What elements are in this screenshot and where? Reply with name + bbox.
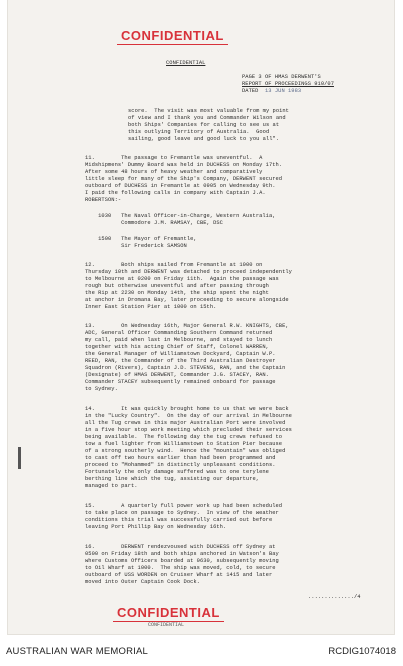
paragraph-14-line: of a strong southerly wind. Hence the "mountain" was obliged [85, 448, 286, 454]
paragraph-11-line: 11. The passage to Fremantle was uneventful. A [85, 155, 263, 161]
confidential-subline: CONFIDENTIAL [148, 622, 185, 628]
paragraph-16-line: 16. DERWENT rendezvoused with DUCHESS off Sydney at [85, 544, 276, 550]
paragraph-14-line: tow a fuel lighter from Williamstown to Station Pier because [85, 441, 283, 447]
call-list-line: 1030 The Naval Officer-in-Charge, Western Australia, [85, 213, 276, 219]
dated-label: DATED [242, 88, 259, 94]
paragraph-14-line: in the "Lucky Country". On the day of our arrival in Melbourne [85, 413, 292, 419]
paragraph-12-line: Inner East Station Pier at 1000 on 15th. [85, 304, 217, 310]
paragraph-14-line: berthing line which the tug, assisting our departure, [85, 476, 260, 482]
page-reference-line-2: REPORT OF PROCEEDINGS 910/07 [242, 81, 334, 87]
paragraph-12-line: the Rip at 2230 on Monday 14th, the ship spent the night [85, 290, 269, 296]
paragraph-14-line: being available. The following day the tug crews refused to [85, 434, 283, 440]
paragraph-14-line: proceed to "Mohammed" in distinctly unpleasant conditions. [85, 462, 276, 468]
paragraph-14-line: in a five hour stop work meeting which precluded their services [85, 427, 292, 433]
paragraph-12-line: to Melbourne at 0200 on Friday 11th. Again the passage was [85, 276, 279, 282]
paragraph-13-line: the General Manager of Williamstown Dockyard, Captain W.P. [85, 351, 276, 357]
paragraph-13-line: my call, paid when last in Melbourne, and stayed to lunch [85, 337, 273, 343]
confidential-stamp-bottom: CONFIDENTIAL [113, 605, 224, 622]
body-line: both Ships' Companies for calling to see us at [128, 122, 280, 128]
paragraph-15-line: to take place on passage to Sydney. In view of the weather [85, 510, 279, 516]
paragraph-14-line: to cast off two hours earlier than had been programmed and [85, 455, 276, 461]
call-list-line: Commodore J.M. RAMSAY, CBE, DSC [85, 220, 223, 226]
paragraph-15-line: conditions this trial was successfully carried out before [85, 517, 273, 523]
paragraph-11-line: I paid the following calls in company with Captain J.A. [85, 190, 266, 196]
body-line: this outlying Territory of Australia. Good [128, 129, 270, 135]
paragraph-12-line: at anchor in Dromana Bay, later proceeding to secure alongside [85, 297, 289, 303]
paragraph-13-line: (Designate) of HMAS DERWENT, Commander J.G. STACEY, RAN. [85, 372, 269, 378]
paragraph-14-line: managed to part. [85, 483, 138, 489]
body-line: sailing, good leave and good luck to you all". [128, 136, 280, 142]
paragraph-14-line: all the Tug crews in this major Australian Port were involved [85, 420, 286, 426]
paragraph-14-line: Fortunately the only damage suffered was to one terylene [85, 469, 269, 475]
dated-row [242, 88, 301, 95]
paragraph-15-line: 15. A quarterly full power work up had been scheduled [85, 503, 283, 509]
paragraph-15-line: leaving Port Phillip Bay on Wednesday 16th. [85, 524, 227, 530]
paragraph-12-line: Thursday 10th and DERWENT was detached to proceed independently [85, 269, 292, 275]
paragraph-11-line: ROBERTSON:- [85, 197, 122, 203]
paragraph-12-line: rough but otherwise uneventful and after passing through [85, 283, 269, 289]
paragraph-16-line: 0500 on Friday 18th and both ships anchored in Watson's Bay [85, 551, 279, 557]
margin-mark [18, 447, 21, 469]
paragraph-11-line: Midshipmens' Dummy Board was held in DUCHESS on Monday 17th. [85, 162, 283, 168]
record-id-label: RCDIG1074018 [328, 646, 396, 657]
paragraph-13-line: Commander STACEY subsequently remained onboard for passage [85, 379, 276, 385]
dated-value: 13 JUN 1983 [265, 88, 302, 94]
paragraph-11-line: outboard of DUCHESS in Fremantle at 0905 on Wednesday 9th. [85, 183, 276, 189]
paragraph-12-line: 12. Both ships sailed from Fremantle at 1000 on [85, 262, 263, 268]
confidential-stamp-top: CONFIDENTIAL [117, 28, 228, 45]
paragraph-13-line: Squadron (Rivers), Captain J.D. STEVENS, RAN, and the Captain [85, 365, 286, 371]
classification-heading: CONFIDENTIAL [166, 60, 206, 66]
paragraph-14-line: 14. It was quickly brought home to us that we were back [85, 406, 289, 412]
paragraph-13-line: to Sydney. [85, 386, 118, 392]
call-list-line: Sir Frederick SAMSON [85, 243, 187, 249]
page-reference-line-1: PAGE 3 OF HMAS DERWENT'S [242, 74, 321, 80]
paragraph-11-line: After some 48 hours of heavy weather and comparatively [85, 169, 263, 175]
paragraph-13-line: REED, RAN, the Commander of the Third Australian Destroyer [85, 358, 276, 364]
paragraph-13-line: together with his acting Chief of Staff, Colonel WARREN, [85, 344, 269, 350]
paragraph-13-line: 13. On Wednesday 16th, Major General R.W. KNIGHTS, CBE, [85, 323, 289, 329]
paragraph-16-line: moved into Outer Captain Cook Dock. [85, 579, 200, 585]
archive-source-label: AUSTRALIAN WAR MEMORIAL [6, 646, 149, 657]
document-page [8, 0, 394, 634]
call-list-line: 1500 The Mayor of Fremantle, [85, 236, 197, 242]
continuation-marker: ............../4 [308, 594, 361, 600]
body-line: of view and I thank you and Commander Wilson and [128, 115, 286, 121]
paragraph-16-line: outboard of USS WORDEN on Cruiser Wharf at 1415 and later [85, 572, 273, 578]
paragraph-16-line: where Customs Officers boarded at 0630, subsequently moving [85, 558, 279, 564]
body-line: score. The visit was most valuable from my point [128, 108, 289, 114]
paragraph-11-line: little sleep for many of the Ship's Company, DERWENT secured [85, 176, 283, 182]
archive-footer [0, 634, 403, 666]
paragraph-16-line: to Oil Wharf at 1000. The ship was moved, cold, to secure [85, 565, 276, 571]
paragraph-13-line: ADC, General Officer Commanding Southern Command returned [85, 330, 273, 336]
